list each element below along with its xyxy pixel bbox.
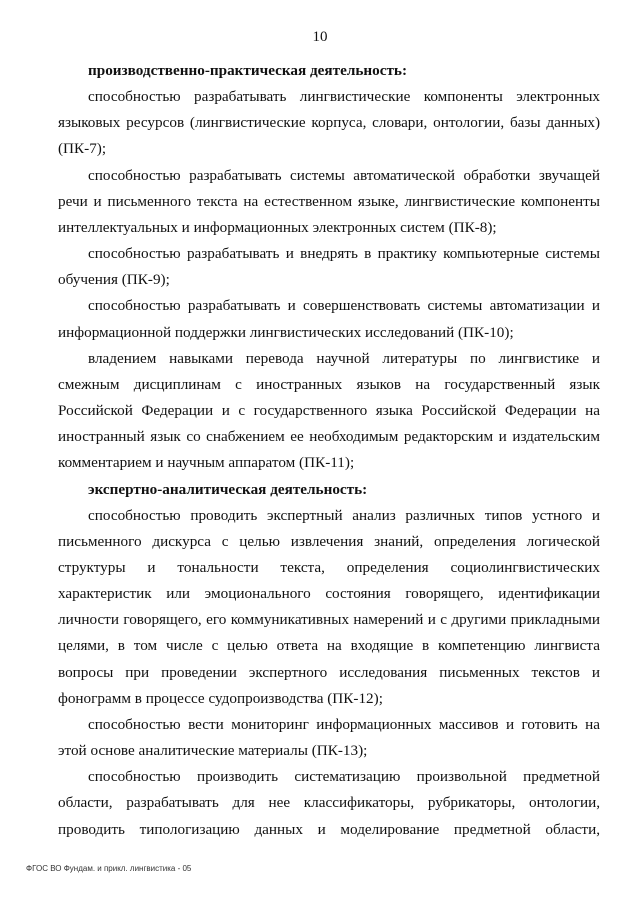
paragraph-pk7: способностью разрабатывать лингвистические компоненты электронных языковых ресурсов (лингвистические корпуса, словари, онтологии, базы данных) (ПК-7); (58, 88, 600, 158)
paragraph-pk11: владением навыками перевода научной литературы по лингвистике и смежным дисциплинам с иностранных языков на государственный язык Российской Федерации и с государственного языка Российской Федерации на иностранный язык со снабжением ее необходимым редакторским и издательским комментарием и научным аппаратом (ПК-11); (58, 349, 600, 472)
document-body (58, 58, 600, 843)
paragraph-pk10: способностью разрабатывать и совершенствовать системы автоматизации и информационной поддержки лингвистических исследований (ПК-10); (58, 297, 600, 341)
footer-note: ФГОС ВО Фундам. и прикл. лингвистика - 05 (26, 864, 192, 873)
paragraph-pk9: способностью разрабатывать и внедрять в практику компьютерные системы обучения (ПК-9); (58, 245, 600, 289)
section-heading-expert: экспертно-аналитическая деятельность: (88, 480, 368, 498)
paragraph-pk13: способностью вести мониторинг информационных массивов и готовить на этой основе аналитические материалы (ПК-13); (58, 715, 600, 760)
paragraph-pk12: способностью проводить экспертный анализ различных типов устного и письменного дискурса с целью извлечения знаний, определения логической структуры и тональности текста, определения социолингвистических характеристик или эмоционального состояния говорящего, идентификации личности говорящего, его коммуникативных намерений и с другими прикладными целями, в том числе с целью ответа на входящие в компетенцию лингвиста вопросы при проведении экспертного исследования письменных текстов и фонограмм в процессе судопроизводства (ПК-12); (58, 506, 600, 707)
section-heading-production: производственно-практическая деятельность: (88, 62, 408, 79)
page-number: 10 (312, 29, 328, 45)
paragraph-pk8: способностью разрабатывать системы автоматической обработки звучащей речи и письменного текста на естественном языке, лингвистические компоненты интеллектуальных и информационных электронных систем (ПК-8); (58, 166, 600, 236)
paragraph-pk14-start: способностью производить систематизацию произвольной предметной области, разрабатывать для нее классификаторы, рубрикаторы, онтологии, проводить типологизацию данных и моделирование предметной области, (58, 768, 600, 838)
